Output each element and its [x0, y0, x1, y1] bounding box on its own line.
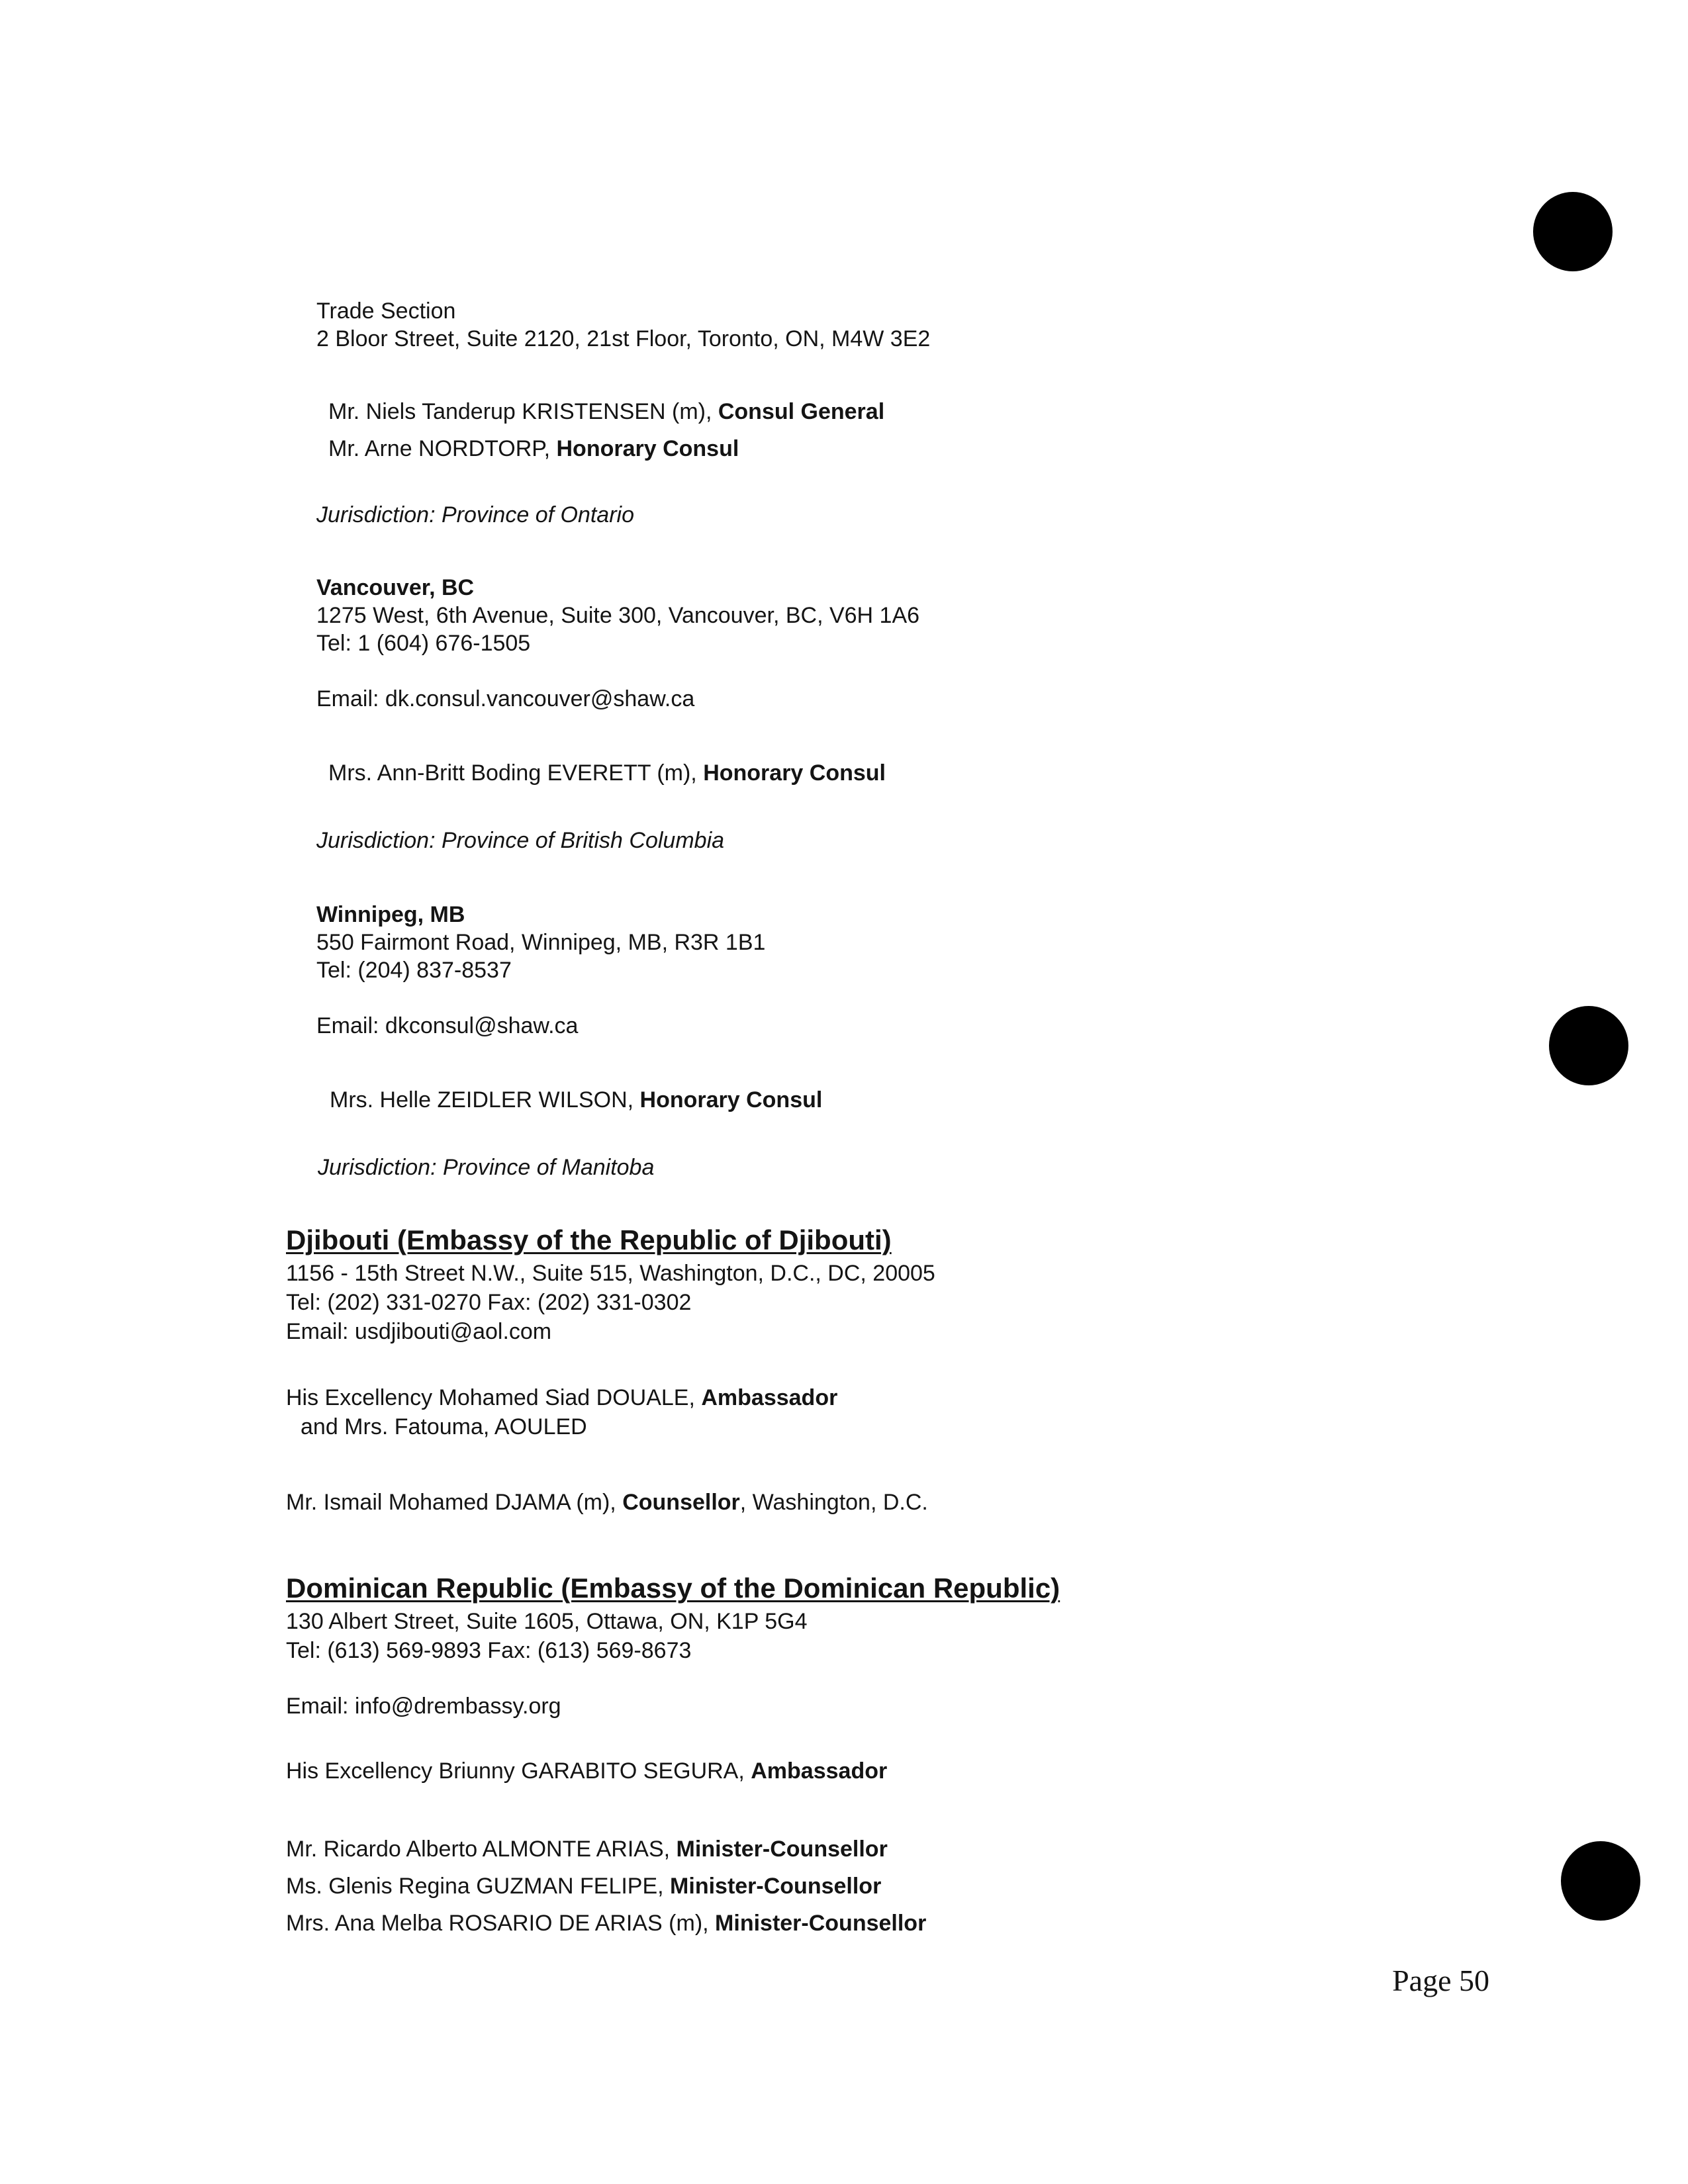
page-number: Page 50 [1392, 1964, 1489, 1997]
punch-hole-middle [1549, 1006, 1628, 1085]
dominican-tel: Tel: (613) 569-9893 Fax: (613) 569-8673 [286, 1638, 692, 1663]
counsellor-name: Mr. Ismail Mohamed DJAMA (m), [286, 1490, 623, 1515]
djibouti-counsellor [286, 1489, 928, 1516]
jurisdiction-label: Jurisdiction: [318, 1155, 437, 1180]
djibouti-spouse: and Mrs. Fatouma, AOULED [301, 1414, 587, 1439]
jurisdiction-value: Province of Ontario [441, 502, 634, 527]
official-title: Minister-Counsellor [715, 1911, 927, 1936]
official-title: Minister-Counsellor [670, 1874, 882, 1899]
jurisdiction-value: Province of Manitoba [442, 1155, 655, 1180]
jurisdiction-value: Province of British Columbia [441, 828, 725, 853]
winnipeg-official-1 [330, 1087, 822, 1113]
official-name: Mrs. Ann-Britt Boding EVERETT (m), [328, 760, 704, 786]
counsellor-location: , Washington, D.C. [739, 1490, 928, 1515]
djibouti-ambassador [286, 1385, 837, 1411]
official-title: Honorary Consul [556, 436, 739, 461]
jurisdiction-label: Jurisdiction: [316, 502, 436, 527]
vancouver-official-1 [328, 760, 886, 786]
vancouver-address: 1275 West, 6th Avenue, Suite 300, Vancouver, BC, V6H 1A6 [316, 603, 920, 628]
official-title: Minister-Counsellor [676, 1837, 888, 1862]
djibouti-email: Email: usdjibouti@aol.com [286, 1319, 552, 1344]
vancouver-tel: Tel: 1 (604) 676-1505 [316, 631, 531, 656]
official-title: Honorary Consul [703, 760, 886, 786]
dominican-email: Email: info@drembassy.org [286, 1694, 561, 1719]
winnipeg-tel: Tel: (204) 837-8537 [316, 958, 512, 983]
winnipeg-email: Email: dkconsul@shaw.ca [316, 1013, 579, 1038]
winnipeg-city: Winnipeg, MB [316, 902, 465, 927]
toronto-address: 2 Bloor Street, Suite 2120, 21st Floor, Toronto, ON, M4W 3E2 [316, 326, 931, 351]
dominican-ambassador [286, 1758, 887, 1784]
dominican-address: 130 Albert Street, Suite 1605, Ottawa, ON, K1P 5G4 [286, 1609, 808, 1634]
dominican-official-1 [286, 1836, 888, 1862]
ambassador-title: Ambassador [751, 1758, 888, 1784]
djibouti-tel: Tel: (202) 331-0270 Fax: (202) 331-0302 [286, 1290, 692, 1315]
counsellor-title: Counsellor [622, 1490, 740, 1515]
vancouver-email: Email: dk.consul.vancouver@shaw.ca [316, 686, 695, 711]
official-name: Ms. Glenis Regina GUZMAN FELIPE, [286, 1874, 671, 1899]
toronto-jurisdiction [316, 502, 634, 528]
ambassador-title: Ambassador [701, 1385, 838, 1410]
dominican-heading: Dominican Republic (Embassy of the Dominican Republic) [286, 1572, 1060, 1604]
dominican-official-3 [286, 1910, 926, 1936]
official-name: Mr. Niels Tanderup KRISTENSEN (m), [328, 399, 718, 424]
jurisdiction-label: Jurisdiction: [316, 828, 436, 853]
toronto-official-1 [328, 398, 884, 425]
vancouver-city: Vancouver, BC [316, 575, 475, 600]
punch-hole-top [1533, 192, 1613, 271]
djibouti-address: 1156 - 15th Street N.W., Suite 515, Washington, D.C., DC, 20005 [286, 1261, 935, 1286]
toronto-section-label: Trade Section [316, 298, 456, 324]
official-name: Mr. Ricardo Alberto ALMONTE ARIAS, [286, 1837, 677, 1862]
official-name: Mrs. Helle ZEIDLER WILSON, [330, 1087, 640, 1113]
official-name: Mrs. Ana Melba ROSARIO DE ARIAS (m), [286, 1911, 716, 1936]
official-name: Mr. Arne NORDTORP, [328, 436, 557, 461]
toronto-official-2 [328, 435, 739, 462]
punch-hole-bottom [1561, 1841, 1640, 1921]
winnipeg-address: 550 Fairmont Road, Winnipeg, MB, R3R 1B1 [316, 930, 766, 955]
winnipeg-jurisdiction [318, 1154, 654, 1181]
djibouti-heading: Djibouti (Embassy of the Republic of Djibouti) [286, 1224, 892, 1255]
official-title: Honorary Consul [639, 1087, 823, 1113]
dominican-official-2 [286, 1873, 881, 1899]
ambassador-name: His Excellency Briunny GARABITO SEGURA, [286, 1758, 751, 1784]
official-title: Consul General [718, 399, 885, 424]
ambassador-name: His Excellency Mohamed Siad DOUALE, [286, 1385, 702, 1410]
vancouver-jurisdiction [316, 827, 724, 854]
